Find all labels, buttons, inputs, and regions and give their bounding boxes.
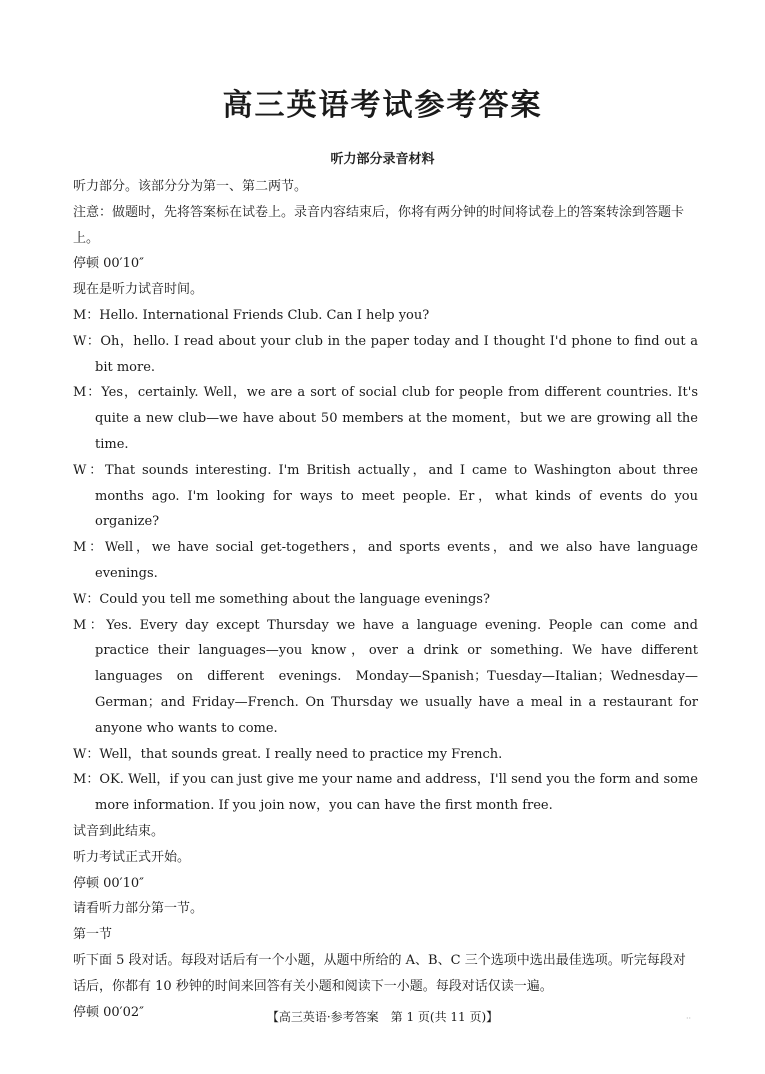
section-one-instructions: 听下面 5 段对话。每段对话后有一个小题，从题中所给的 A、B、C 三个选项中选出最佳选项。听完每段对话后，你都有 10 秒钟的时间来回答有关小题和阅读下一小题。每段对话仅读一遍。 [73, 952, 686, 994]
pause-marker: 停顿 00′10″ [73, 256, 145, 272]
transcript-body [73, 174, 698, 1025]
section-one-prompt: 请看听力部分第一节。 [73, 901, 204, 917]
dialogue-turn: W：That sounds interesting. I'm British actually，and I came to Washington about three months ago. I'm looking for ways to meet people. Er，what kinds of events do you organize? [73, 462, 698, 530]
section-subtitle: 听力部分录音材料 [330, 152, 435, 167]
intro-line: 听力部分。该部分分为第一、第二两节。 [73, 179, 308, 194]
sound-check-line: 现在是听力试音时间。 [73, 282, 204, 298]
notice-paragraph: 注意：做题时，先将答案标在试卷上。录音内容结束后，你将有两分钟的时间将试卷上的答案转涂到答题卡上。 [73, 204, 685, 246]
dialogue-turn: W：Oh，hello. I read about your club in the paper today and I thought I'd phone to find out a bit more. [73, 333, 698, 375]
pause-marker: 停顿 00′02″ [73, 1004, 145, 1020]
dialogue-turn: M：Well，we have social get-togethers，and sports events，and we also have language evenings. [73, 540, 698, 581]
dialogue-turn: W：Could you tell me something about the language evenings? [73, 591, 490, 607]
dialogue-turn: W：Well，that sounds great. I really need to practice my French. [73, 746, 503, 762]
dialogue-turn: M：Yes. Every day except Thursday we have a language evening. People can come and practice their languages—you know，over a drink or something. We have different languages on different evenings. Monday—Spanish；Tuesday—Italian；Wednesday—German；and Friday—French. On Thursday we usually have a meal in a restaurant for anyone who wants to come. [73, 617, 698, 736]
pause-marker: 停顿 00′10″ [73, 875, 145, 891]
corner-mark: ·· [686, 1014, 692, 1023]
section-one-heading: 第一节 [73, 927, 113, 943]
dialogue-turn: M：Yes，certainly. Well，we are a sort of social club for people from different countries. It's quite a new club—we have about 50 members at the moment，but we are growing all the time. [73, 385, 698, 452]
sound-check-end-line: 试音到此结束。 [73, 823, 165, 839]
page-footer: 【高三英语·参考答案 第 1 页(共 11 页)】 [266, 1010, 499, 1024]
dialogue-turn: M：OK. Well，if you can just give me your name and address，I'll send you the form and some more information. If you join now，you can have the first month free. [73, 772, 698, 814]
exam-start-line: 听力考试正式开始。 [73, 849, 191, 865]
page-title: 高三英语考试参考答案 [222, 88, 543, 123]
dialogue-turn: M：Hello. International Friends Club. Can I help you? [73, 307, 430, 323]
